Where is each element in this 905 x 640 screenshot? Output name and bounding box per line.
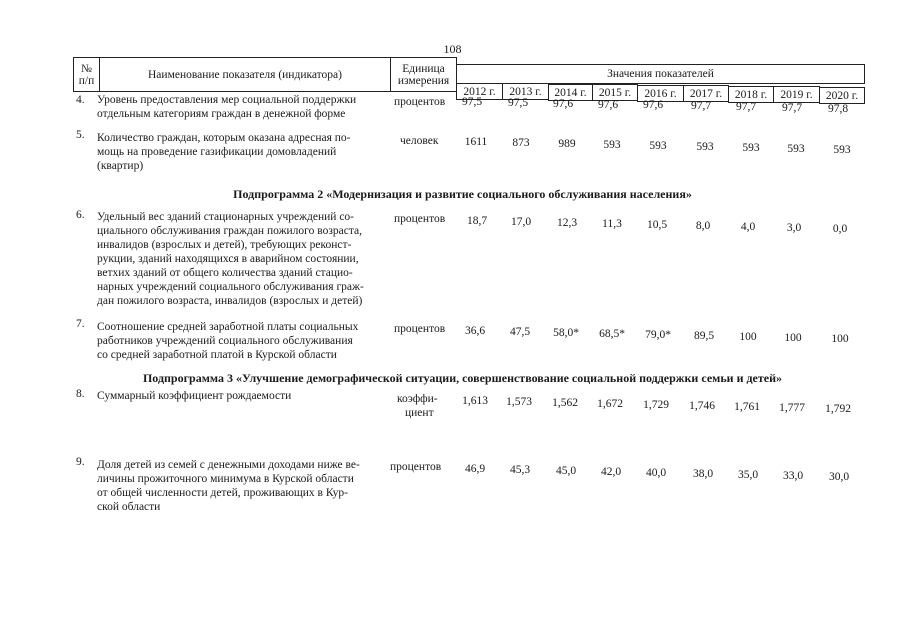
- row-value: 46,9: [464, 463, 486, 475]
- row-value: 1611: [464, 136, 488, 148]
- row-number: 7.: [76, 318, 85, 330]
- row-unit: процентов: [394, 96, 446, 108]
- row-name-line: рукции, зданий находящихся в аварийном состоянии,: [97, 253, 359, 265]
- row-value: 79,0*: [645, 329, 671, 341]
- row-name-line: со средней заработной платой в Курской области: [97, 349, 337, 361]
- row-value: 1,573: [506, 396, 532, 408]
- row-value: 47,5: [509, 326, 531, 338]
- row-value: 593: [833, 144, 851, 156]
- header-year-label: 2014 г.: [554, 86, 587, 99]
- header-year-label: 2012 г.: [463, 85, 496, 98]
- row-value: 42,0: [600, 466, 622, 478]
- header-year-label: 2019 г.: [780, 88, 813, 101]
- row-value: 100: [739, 331, 757, 343]
- header-year: [819, 87, 865, 104]
- header-col-name-label: Наименование показателя (индикатора): [148, 68, 342, 81]
- row-value: 1,761: [734, 401, 760, 413]
- row-value: 45,3: [509, 464, 531, 476]
- row-unit: процентов: [394, 323, 446, 335]
- row-value: 1,746: [689, 400, 715, 412]
- row-value: 17,0: [510, 216, 532, 228]
- row-value: 1,729: [643, 399, 669, 411]
- row-value: 38,0: [692, 468, 714, 480]
- row-value: 3,0: [786, 222, 802, 234]
- header-year-label: 2020 г.: [825, 89, 859, 102]
- row-value: 1,562: [552, 397, 578, 409]
- header-col-values: [456, 64, 865, 84]
- row-value: 593: [649, 140, 667, 152]
- row-value: 58,0*: [553, 327, 579, 339]
- row-unit-line: коэффи-: [397, 393, 438, 405]
- row-name-line: циального обслуживания граждан пожилого возраста,: [97, 225, 362, 237]
- row-value: 97,6: [552, 98, 574, 110]
- row-unit-line: циент: [405, 407, 434, 419]
- row-value: 18,7: [466, 215, 488, 227]
- row-value: 1,613: [462, 395, 488, 407]
- header-col-num: [73, 57, 100, 92]
- row-name-line: личины прожиточного минимума в Курской области: [97, 473, 354, 485]
- row-value: 36,6: [464, 325, 486, 337]
- row-value: 0,0: [832, 223, 848, 235]
- row-value: 97,6: [597, 99, 619, 111]
- row-value: 989: [558, 138, 576, 150]
- row-value: 100: [784, 332, 802, 344]
- subprogram-3-heading: Подпрограмма 3 «Улучшение демографической ситуации, совершенствование социальной поддержки семьи и детей»: [142, 371, 783, 385]
- row-number: 6.: [76, 209, 85, 221]
- row-value: 97,5: [461, 96, 483, 108]
- header-year-label: 2015 г.: [598, 86, 632, 99]
- row-value: 593: [603, 139, 621, 151]
- row-value: 35,0: [737, 469, 759, 481]
- header-col-name: [99, 57, 391, 92]
- row-unit: процентов: [390, 461, 442, 473]
- header-col-unit-line2: измерения: [397, 74, 450, 87]
- row-number: 9.: [76, 456, 85, 468]
- row-value: 10,5: [646, 219, 668, 231]
- row-name-line: дан пожилого возраста, инвалидов (взрослых и детей): [97, 295, 363, 307]
- row-unit: человек: [400, 135, 439, 147]
- row-name-line: Суммарный коэффициент рождаемости: [97, 390, 292, 402]
- row-value: 1,672: [597, 398, 623, 410]
- row-number: 5.: [76, 129, 85, 141]
- row-value: 593: [696, 141, 714, 153]
- row-name-line: мощь на проведение газификации домовладений: [97, 146, 337, 158]
- row-name-line: от общей численности детей, проживающих в Кур-: [97, 487, 348, 499]
- row-value: 11,3: [602, 218, 622, 230]
- row-value: 97,6: [642, 99, 664, 111]
- row-value: 593: [787, 143, 805, 155]
- header-year-label: 2016 г.: [644, 87, 677, 100]
- row-value: 873: [512, 137, 530, 149]
- row-name-line: ветхих зданий от общего количества зданий стацио-: [97, 267, 353, 279]
- header-year-label: 2018 г.: [734, 88, 768, 101]
- row-name-line: Соотношение средней заработной платы социальных: [97, 321, 359, 333]
- row-value: 33,0: [782, 470, 804, 482]
- row-name-line: Уровень предоставления мер социальной поддержки: [97, 94, 357, 106]
- row-value: 97,7: [781, 102, 803, 114]
- row-value: 1,792: [825, 403, 851, 415]
- row-name-line: (квартир): [97, 160, 144, 172]
- row-value: 45,0: [555, 465, 577, 477]
- header-col-unit: [390, 57, 457, 92]
- header-col-unit-line1: Единица: [402, 62, 445, 75]
- row-value: 40,0: [645, 467, 667, 479]
- row-name-line: работников учреждений социального обслуживания: [97, 335, 353, 347]
- row-number: 4.: [76, 94, 85, 106]
- row-name-line: Доля детей из семей с денежными доходами ниже ве-: [97, 459, 360, 471]
- row-number: 8.: [76, 388, 85, 400]
- row-value: 97,7: [735, 101, 757, 113]
- row-value: 12,3: [556, 217, 578, 229]
- row-value: 593: [742, 142, 760, 154]
- page-number: 108: [443, 42, 462, 56]
- row-value: 97,8: [827, 103, 849, 115]
- header-col-values-label: Значения показателей: [607, 68, 714, 80]
- row-value: 4,0: [740, 221, 756, 233]
- row-name-line: Удельный вес зданий стационарных учреждений со-: [97, 211, 354, 223]
- row-value: 97,7: [690, 100, 712, 112]
- row-unit: процентов: [394, 213, 446, 225]
- header-col-num-line1: №: [81, 62, 92, 75]
- row-value: 68,5*: [599, 328, 625, 340]
- row-value: 100: [831, 333, 849, 345]
- header-col-num-line2: п/п: [78, 74, 95, 87]
- row-name-line: ской области: [97, 501, 161, 513]
- row-value: 97,5: [507, 97, 529, 109]
- row-name-line: Количество граждан, которым оказана адресная по-: [97, 132, 351, 144]
- header-year-label: 2017 г.: [689, 87, 723, 100]
- row-value: 1,777: [779, 402, 805, 414]
- header-year-label: 2013 г.: [509, 85, 542, 98]
- row-value: 89,5: [693, 330, 715, 342]
- subprogram-2-heading: Подпрограмма 2 «Модернизация и развитие социального обслуживания населения»: [233, 187, 692, 201]
- header-year: [773, 86, 820, 103]
- row-value: 8,0: [695, 220, 711, 232]
- row-value: 30,0: [828, 471, 850, 483]
- row-name-line: инвалидов (взрослых и детей), требующих реконст-: [97, 239, 352, 251]
- row-name-line: отдельным категориям граждан в денежной форме: [97, 108, 346, 120]
- row-name-line: нарных учреждений социального обслуживания граж-: [97, 281, 364, 293]
